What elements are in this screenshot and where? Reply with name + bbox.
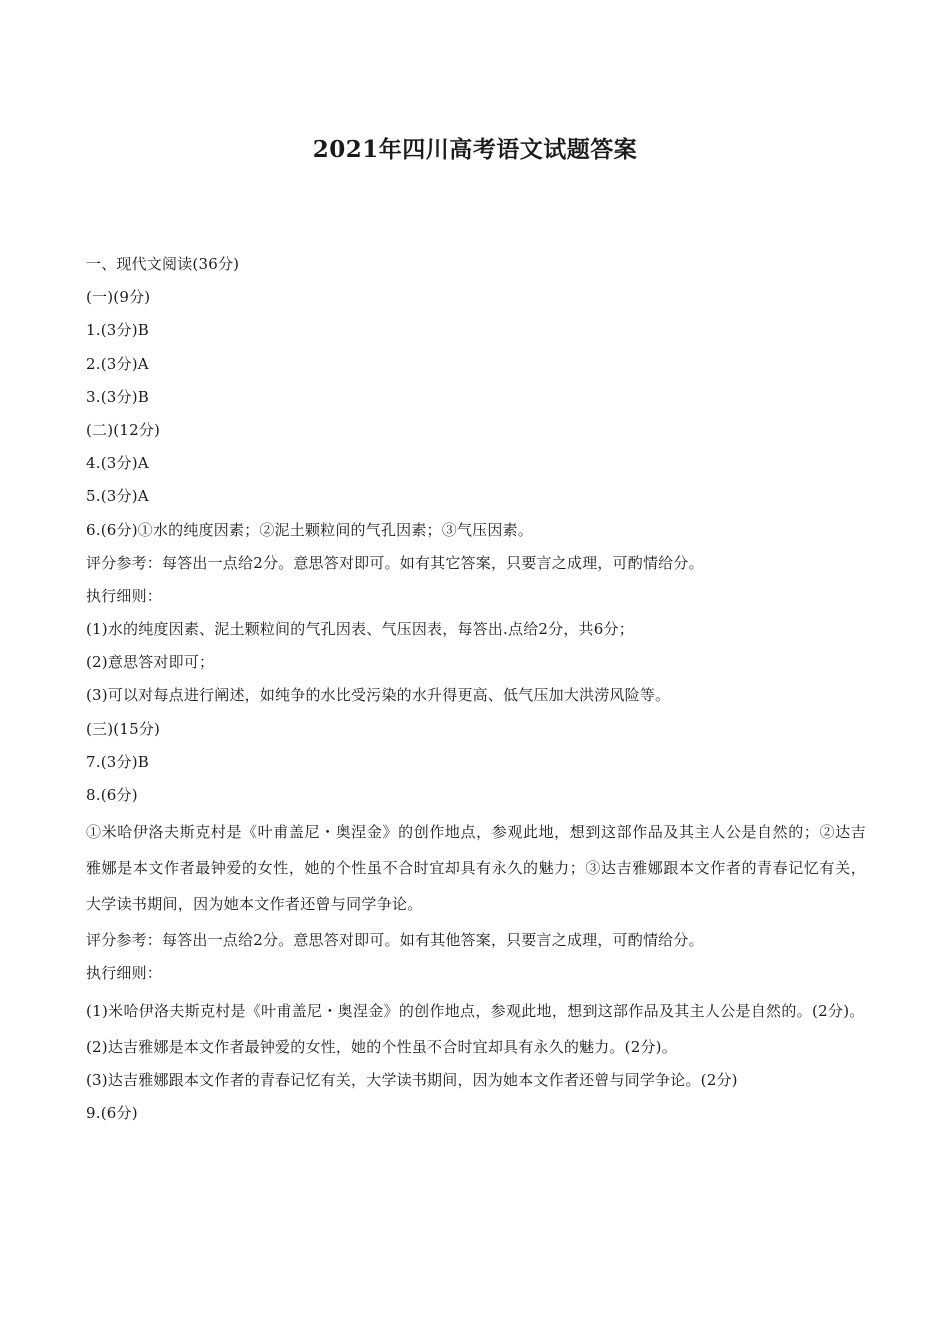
rule-line: (3)达吉雅娜跟本文作者的青春记忆有关，大学读书期间，因为她本文作者还曾与同学争论。(2分)	[86, 1070, 738, 1089]
answer-line: 9.(6分)	[86, 1103, 138, 1122]
rule-line: (1)水的纯度因素、泥土颗粒间的气孔因表、气压因表，每答出.点给2分，共6分；	[86, 620, 634, 639]
answer-line: 2.(3分)A	[86, 354, 149, 373]
execution-rules-heading: 执行细则：	[86, 586, 163, 605]
answer-line: 4.(3分)A	[86, 454, 149, 473]
subsection-heading-3: (三)(15分)	[86, 719, 161, 738]
rule-line: (2)达吉雅娜是本文作者最钟爱的女性，她的个性虽不合时宜却具有永久的魅力。(2分)。	[86, 1037, 677, 1056]
answer-line: 7.(3分)B	[86, 752, 149, 771]
document-body	[86, 248, 866, 1130]
answer-line: 3.(3分)B	[86, 387, 149, 406]
section-heading-modern-reading: 一、现代文阅读(36分)	[86, 255, 240, 273]
subsection-heading-1: (一)(9分)	[86, 288, 151, 307]
scoring-reference: 评分参考：每答出一点给2分。意思答对即可。如有其它答案，只要言之成理，可酌情给分。	[86, 553, 704, 572]
document-title: 2021年四川高考语文试题答案	[312, 136, 638, 163]
answer-paragraph-8: ①米哈伊洛夫斯克村是《叶甫盖尼・奥涅金》的创作地点，参观此地，想到这部作品及其主人公是自然的；②达吉雅娜是本文作者最钟爱的女性，她的个性虽不合时宜却具有永久的魅力；③达吉雅娜跟本文作者的青春记忆有关，大学读书期间，因为她本文作者还曾与同学争论。	[86, 823, 866, 914]
rule-paragraph: (1)米哈伊洛夫斯克村是《叶甫盖尼・奥涅金》的创作地点，参观此地，想到这部作品及其主人公是自然的。(2分)。	[86, 1001, 865, 1020]
scoring-reference: 评分参考：每答出一点给2分。意思答对即可。如有其他答案，只要言之成理，可酌情给分。	[86, 931, 704, 950]
rule-line: (2)意思答对即可；	[86, 653, 215, 672]
subsection-heading-2: (二)(12分)	[86, 420, 161, 439]
answer-line: 6.(6分)①水的纯度因素；②泥土颗粒间的气孔因素；③气压因素。	[86, 520, 533, 539]
answer-line: 1.(3分)B	[86, 321, 149, 340]
answer-line: 5.(3分)A	[86, 487, 149, 506]
execution-rules-heading: 执行细则：	[86, 964, 163, 983]
rule-line: (3)可以对每点进行阐述，如纯争的水比受污染的水升得更高、低气压加大洪涝风险等。	[86, 686, 671, 705]
answer-line: 8.(6分)	[86, 786, 138, 804]
